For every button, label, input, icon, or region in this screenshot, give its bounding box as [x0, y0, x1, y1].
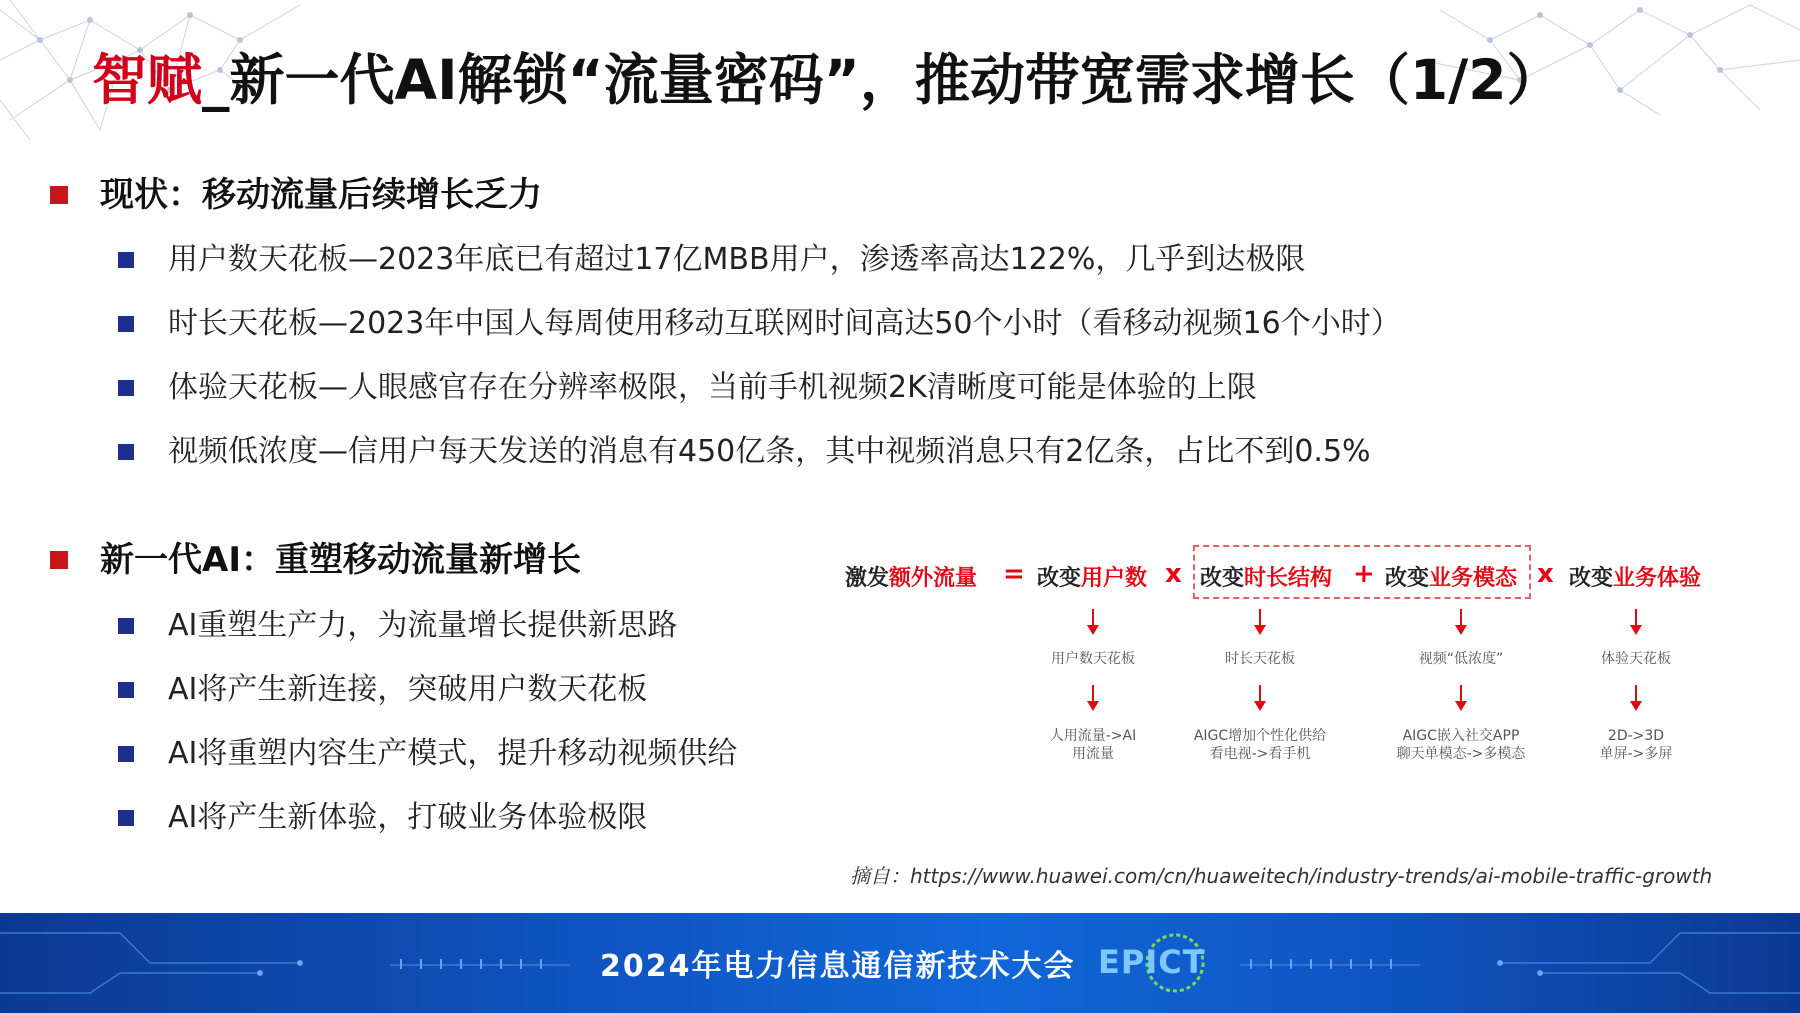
formula-term-prefix: 改变 [1569, 566, 1614, 591]
diagram-detail-line: 2D->3D [1607, 728, 1665, 744]
diagram-detail-line: 聊天单模态->多模态 [1396, 746, 1526, 762]
bullet-icon [118, 618, 134, 634]
list-item-text: 时长天花板—2023年中国人每周使用移动互联网时间高达50个小时（看移动视频16个小时） [168, 306, 1401, 341]
list-item-text: 用户数天花板—2023年底已有超过17亿MBB用户，渗透率高达122%，几乎到达极限 [168, 242, 1306, 277]
down-arrow-icon [1253, 685, 1267, 715]
down-arrow-icon [1086, 609, 1100, 639]
section-bullet-icon [50, 551, 68, 569]
list-item-text: AI重塑生产力，为流量增长提供新思路 [168, 608, 678, 643]
bullet-icon [118, 252, 134, 268]
formula-term-highlight: 用户数 [1081, 566, 1148, 591]
list-item-text: AI将产生新连接，突破用户数天花板 [168, 672, 648, 707]
list-item-text: 体验天花板—人眼感官存在分辨率极限，当前手机视频2K清晰度可能是体验的上限 [168, 370, 1257, 405]
title-text: _新一代AI解锁“流量密码”，推动带宽需求增长（1/2） [202, 48, 1562, 112]
source-citation: 摘自：https://www.huawei.com/cn/huaweitech/industry-trends/ai-mobile-traffic-growth [850, 864, 1713, 888]
diagram-detail-line: AIGC增加个性化供给 [1193, 728, 1327, 744]
bullet-icon [118, 746, 134, 762]
diagram-detail-line: 用流量 [1072, 746, 1114, 762]
formula-term-experience [1569, 561, 1701, 592]
formula-term-modality [1385, 561, 1517, 592]
multiply-operator: x [1537, 559, 1554, 589]
title-brand: 智赋 [92, 48, 203, 112]
list-item-text: AI将产生新体验，打破业务体验极限 [168, 800, 648, 835]
down-arrow-icon [1086, 685, 1100, 715]
formula-term-highlight: 额外流量 [889, 566, 978, 591]
down-arrow-icon [1454, 685, 1468, 715]
diagram-label: 视频“低浓度” [1418, 651, 1504, 667]
formula-term-prefix: 改变 [1385, 566, 1430, 591]
down-arrow-icon [1253, 609, 1267, 639]
bullet-icon [118, 316, 134, 332]
diagram-detail-label [1376, 727, 1546, 763]
formula-term-highlight: 业务体验 [1613, 566, 1702, 591]
formula-term-prefix: 激发 [845, 566, 890, 591]
formula-term-users [1037, 561, 1147, 592]
section-bullet-icon [50, 186, 68, 204]
conference-name: 2024年电力信息通信新技术大会 [600, 949, 1076, 984]
bullet-icon [118, 444, 134, 460]
formula-term-highlight: 时长结构 [1244, 566, 1333, 591]
list-item-text: 视频低浓度—信用户每天发送的消息有450亿条，其中视频消息只有2亿条，占比不到0.5% [168, 434, 1371, 469]
diagram-label: 用户数天花板 [1051, 651, 1135, 667]
down-arrow-icon [1629, 685, 1643, 715]
diagram-detail-line: AIGC嵌入社交APP [1402, 728, 1520, 744]
multiply-operator: x [1165, 559, 1182, 589]
diagram-label: 体验天花板 [1601, 651, 1671, 667]
diagram-label: 时长天花板 [1225, 651, 1295, 667]
formula-term-prefix: 改变 [1037, 566, 1082, 591]
formula-term-extra-traffic [845, 561, 977, 592]
bullet-icon [118, 380, 134, 396]
traffic-formula-diagram [845, 545, 1725, 775]
diagram-detail-line: 人用流量->AI [1049, 728, 1137, 744]
slide-title [92, 40, 1561, 120]
down-arrow-icon [1454, 609, 1468, 639]
diagram-detail-label [1008, 727, 1178, 763]
traffic-formula [845, 545, 1725, 605]
section-heading: 现状：移动流量后续增长乏力 [100, 175, 542, 215]
diagram-detail-label [1175, 727, 1345, 763]
footer-banner [0, 913, 1800, 1013]
diagram-detail-line: 单屏->多屏 [1599, 746, 1673, 762]
bullet-icon [118, 682, 134, 698]
down-arrow-icon [1629, 609, 1643, 639]
formula-term-prefix: 改变 [1200, 566, 1245, 591]
formula-term-duration [1200, 561, 1332, 592]
list-item-text: AI将重塑内容生产模式，提升移动视频供给 [168, 736, 738, 771]
section-heading: 新一代AI：重塑移动流量新增长 [100, 540, 581, 580]
diagram-detail-line: 看电视->看手机 [1209, 746, 1311, 762]
bullet-icon [118, 810, 134, 826]
epict-logo: EPICT [1098, 943, 1206, 981]
plus-operator: + [1353, 559, 1375, 589]
equals-operator: = [1003, 559, 1025, 589]
diagram-detail-label [1551, 727, 1721, 763]
formula-term-highlight: 业务模态 [1429, 566, 1518, 591]
